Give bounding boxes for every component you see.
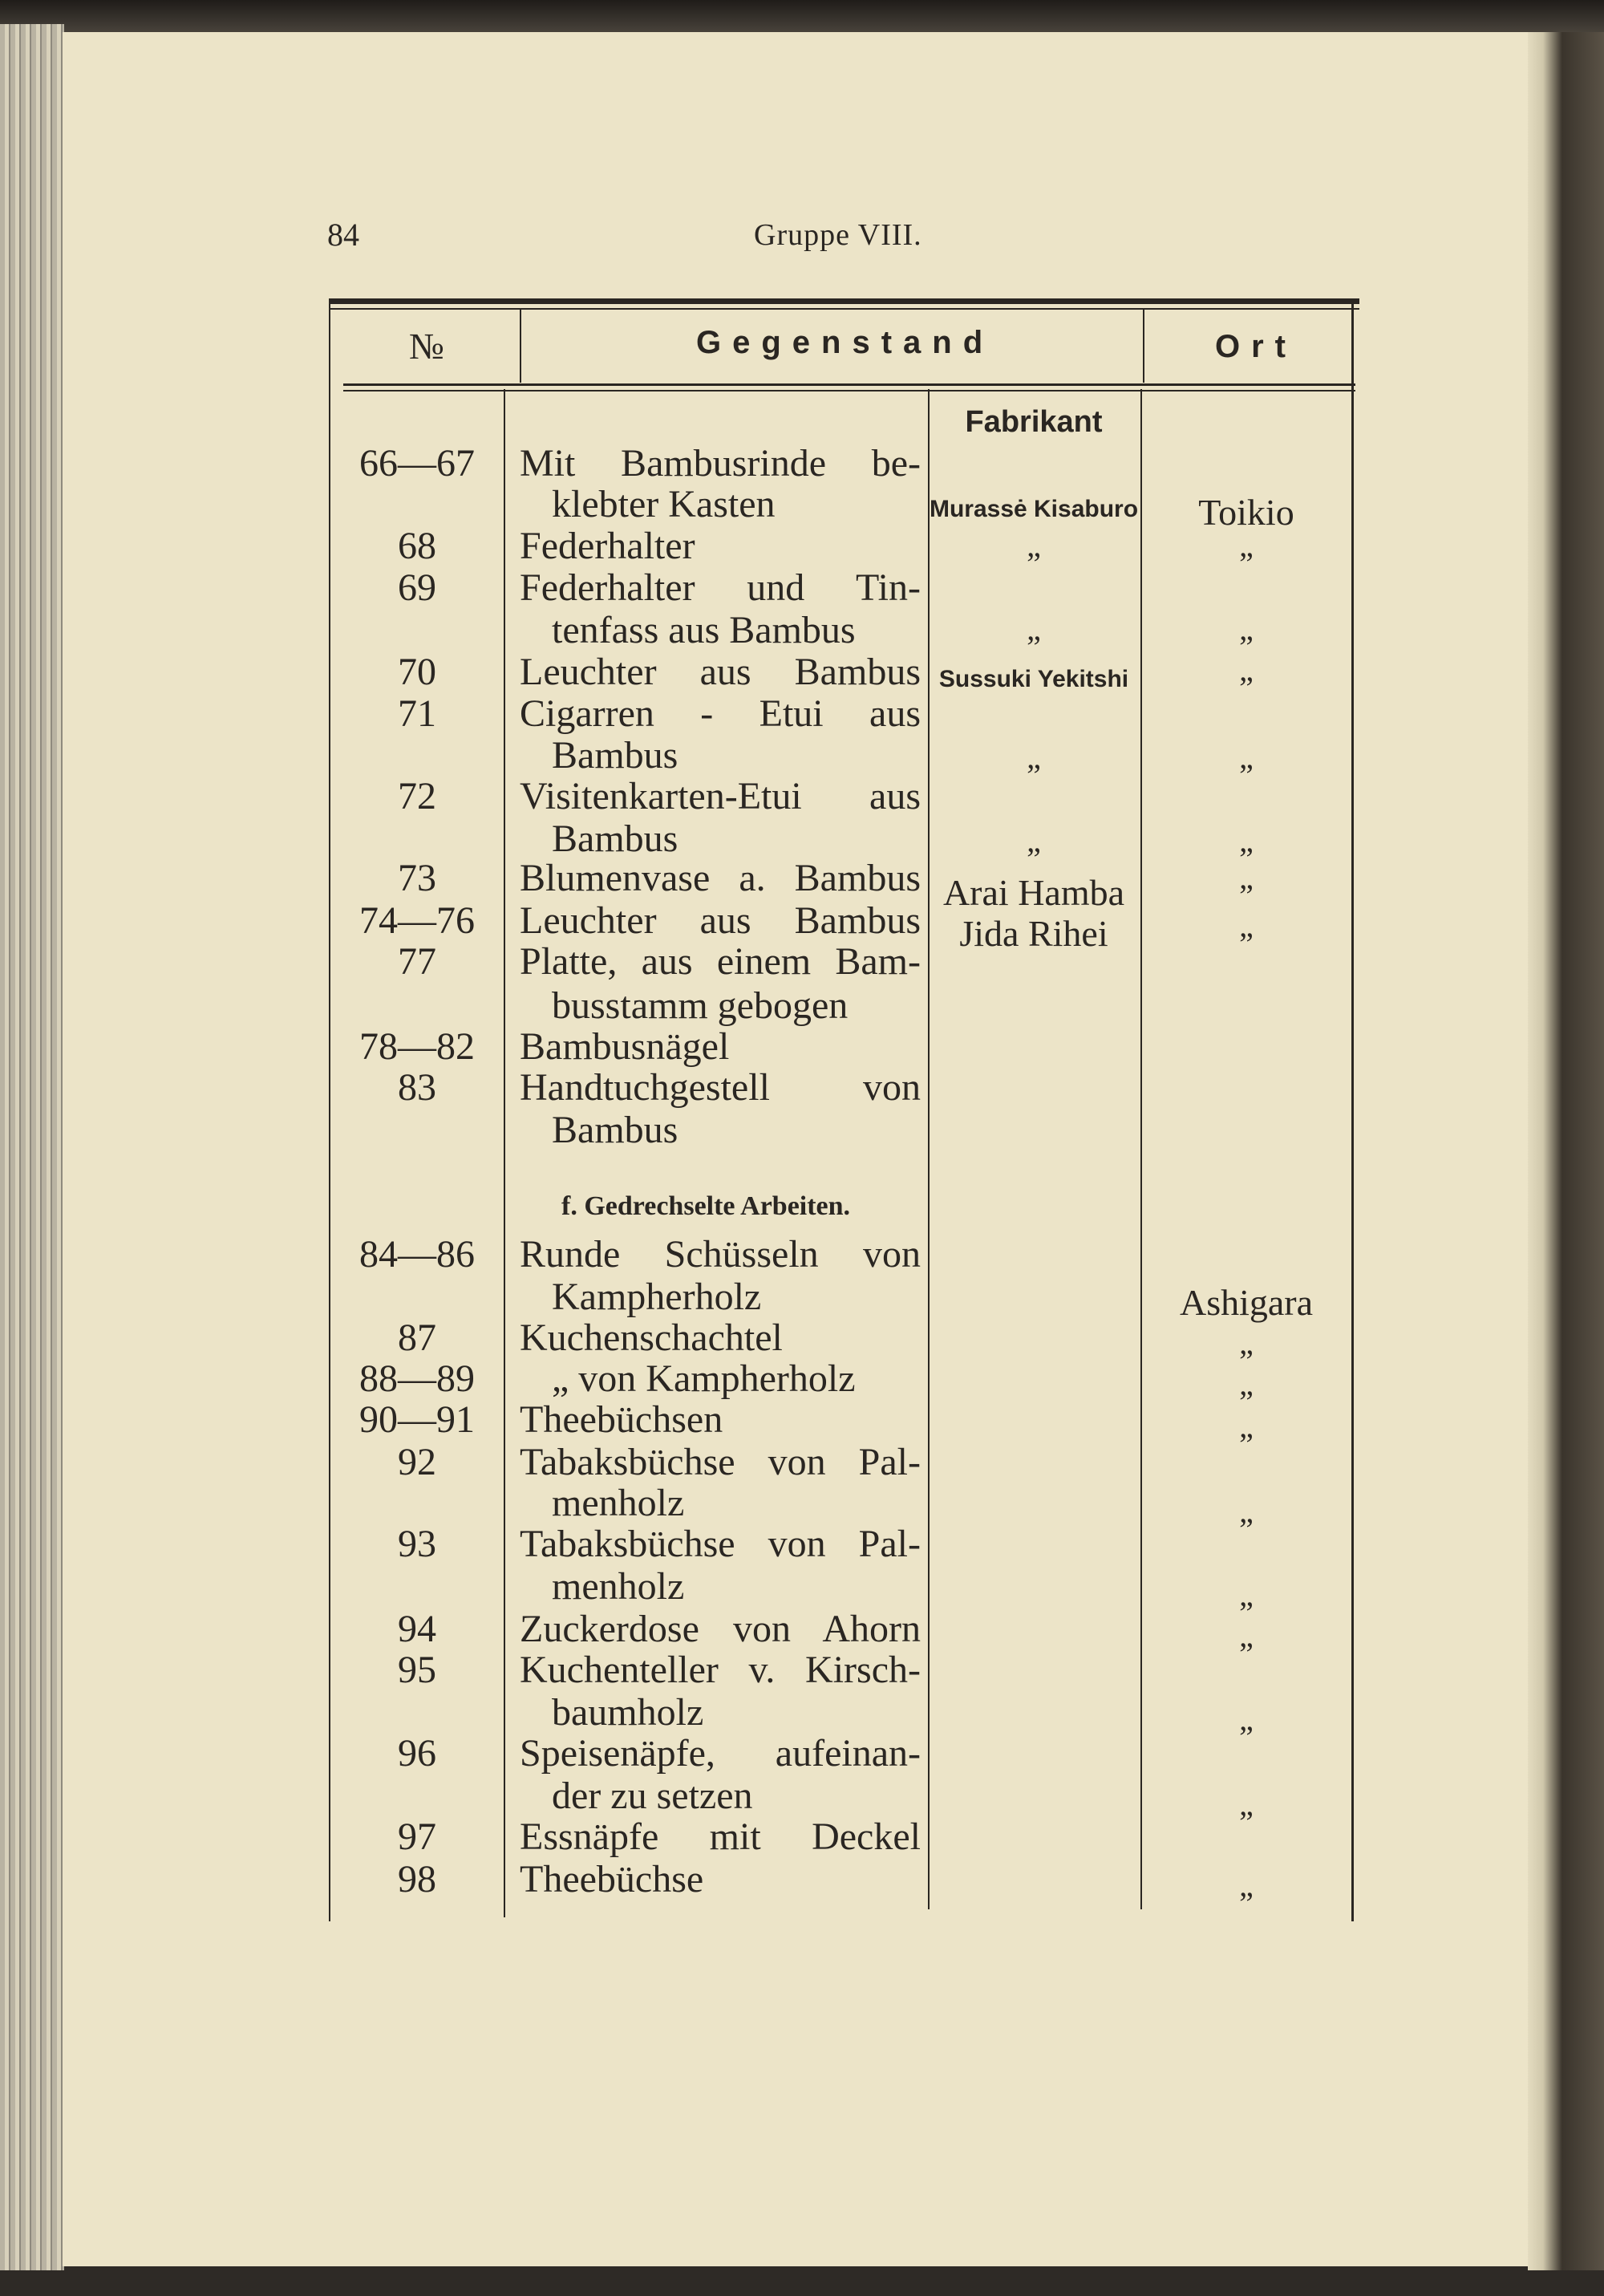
header-ort: Ort [1215,329,1297,364]
ditto-mark: ” [1027,757,1041,794]
item-number: 71 [398,692,436,736]
item-description: Kampherholz [552,1275,762,1318]
item-number: 97 [398,1815,436,1859]
ditto-mark: ” [1239,1511,1254,1548]
table-top-rule [329,298,1359,304]
item-description: Theebüchse [520,1858,704,1901]
item-description: Tabaksbüchse von Pal- [520,1523,921,1566]
fabrikant-name: Murassė Kisaburo [929,496,1139,523]
item-description: Bambus [552,733,678,777]
fabrikant-name: Arai Hamba [942,871,1125,913]
item-number: 72 [398,774,436,817]
item-number: 69 [398,566,436,610]
book-binding [0,24,64,2270]
running-head: Gruppe VIII. [754,218,922,252]
ditto-mark: ” [1239,877,1254,914]
header-divider-1 [520,309,521,383]
item-number: 93 [398,1523,436,1566]
ditto-mark: ” [1239,757,1254,794]
item-description: Kuchenschachtel [520,1316,783,1359]
item-description: Kuchenteller v. Kirsch- [520,1649,921,1692]
table-right-border [1351,301,1354,1921]
header-no: № [409,326,456,367]
item-description: Runde Schüsseln von [520,1232,921,1276]
header-fabrikant: Fabrikant [965,405,1103,439]
item-description: Cigarren - Etui aus [520,692,921,736]
item-description: Essnäpfe mit Deckel [520,1815,921,1859]
ditto-mark: ” [1239,841,1254,878]
item-description: Handtuchgestell von [520,1065,921,1109]
item-number: 92 [398,1441,436,1483]
ort-name: Toikio [1198,491,1294,533]
ditto-mark: ” [1239,1343,1254,1380]
ditto-mark: ” [1239,1595,1254,1632]
item-description: menholz [552,1565,685,1608]
item-number: 84—86 [359,1232,475,1276]
item-number: 96 [398,1732,436,1775]
ditto-mark: ” [1239,1384,1254,1421]
ditto-mark: ” [1239,1719,1254,1756]
item-description: „ von Kampherholz [552,1357,856,1400]
ditto-mark: ” [1027,628,1041,665]
ditto-mark: ” [1239,1426,1254,1463]
item-number: 78—82 [359,1024,475,1068]
item-description: Mit Bambusrinde be- [520,442,921,485]
item-number: 74—76 [359,899,475,942]
item-description: Bambusnägel [520,1024,730,1068]
item-description: Bambus [552,1108,678,1151]
item-description: Leuchter aus Bambus [520,899,921,942]
fabrikant-name: Sussuki Yekitshi [938,666,1129,693]
item-number: 66—67 [359,442,475,485]
item-number: 98 [398,1858,436,1901]
ort-name: Ashigara [1179,1282,1314,1324]
item-description: der zu setzen [552,1775,753,1818]
item-description: Visitenkarten-Etui aus [520,774,921,817]
ditto-mark: ” [1239,1804,1254,1841]
scan-top-edge [0,0,1604,34]
item-description: Federhalter [520,524,695,567]
item-number: 83 [398,1065,436,1109]
item-description: Tabaksbüchse von Pal- [520,1441,921,1483]
scan-right-edge [1528,32,1604,2270]
ditto-mark: ” [1027,545,1041,582]
column-divider-fabrikant [928,389,930,1909]
item-description: Blumenvase a. Bambus [520,856,921,899]
ditto-mark: ” [1239,1636,1254,1673]
item-description: Platte, aus einem Bam- [520,939,921,983]
item-description: baumholz [552,1691,704,1734]
item-description: Speisenäpfe, aufeinan- [520,1732,921,1775]
item-number: 87 [398,1316,436,1359]
item-description: menholz [552,1482,685,1525]
ditto-mark: ” [1239,545,1254,582]
ditto-mark: ” [1239,669,1254,706]
page-number: 84 [327,217,359,253]
item-number: 90—91 [359,1398,475,1442]
header-bottom-rule-thin [343,390,1355,391]
ditto-mark: ” [1239,628,1254,665]
item-number: 77 [398,939,436,983]
section-heading: f. Gedrechselte Arbeiten. [561,1191,851,1222]
item-number: 68 [398,524,436,567]
header-divider-2 [1143,309,1144,383]
table-top-rule-thin [329,308,1359,310]
item-description: busstamm gebogen [552,984,849,1027]
item-number: 88—89 [359,1357,475,1400]
item-description: Zuckerdose von Ahorn [520,1608,921,1651]
item-description: Theebüchsen [520,1398,723,1442]
item-number: 95 [398,1649,436,1692]
column-divider-ort [1140,389,1142,1909]
item-description: tenfass aus Bambus [552,609,856,652]
item-number: 94 [398,1608,436,1651]
item-number: 70 [398,650,436,693]
ditto-mark: ” [1027,841,1041,878]
item-description: Federhalter und Tin- [520,566,921,610]
header-bottom-rule [343,383,1355,386]
fabrikant-name: Jida Rihei [959,912,1108,954]
item-description: Bambus [552,817,678,860]
item-number: 73 [398,856,436,899]
ditto-mark: ” [1239,926,1254,963]
item-description: Leuchter aus Bambus [520,650,921,693]
item-description: klebter Kasten [552,483,776,526]
header-gegenstand: Gegenstand [696,325,994,360]
ditto-mark: ” [1239,1884,1254,1921]
